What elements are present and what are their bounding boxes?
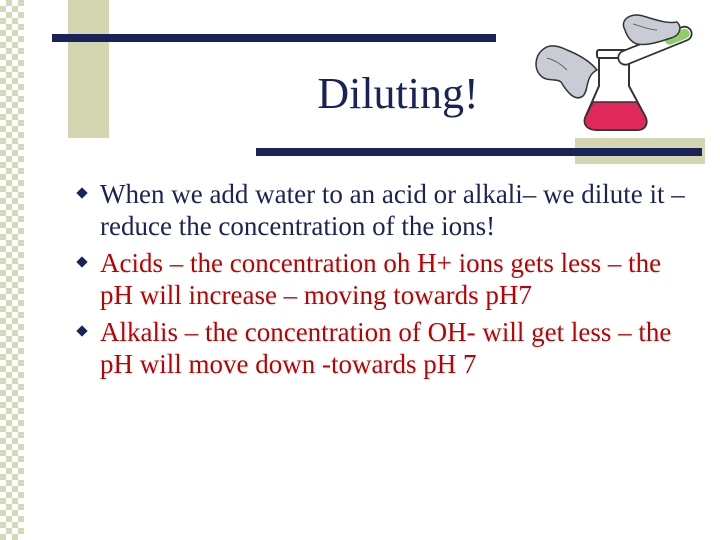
bullet-item xyxy=(70,178,690,242)
title-rule-bottom xyxy=(256,148,702,156)
diamond-bullet-icon xyxy=(76,256,87,267)
olive-accent-block xyxy=(68,0,109,138)
slide-title: Diluting! xyxy=(317,69,479,118)
diamond-bullet-icon xyxy=(76,187,87,198)
diamond-bullet-icon xyxy=(76,325,87,336)
checker-stripe xyxy=(0,0,24,540)
title-rule-top xyxy=(52,34,496,42)
flask-with-test-tube-icon xyxy=(527,10,705,138)
bullet-text: When we add water to an acid or alkali– we dilute it – reduce the concentration of the ions! xyxy=(100,179,685,241)
bullet-item xyxy=(70,247,690,311)
bullet-list xyxy=(70,178,690,385)
bullet-item xyxy=(70,316,690,380)
bullet-text: Alkalis – the concentration of OH- will get less – the pH will move down -towards pH 7 xyxy=(100,317,672,379)
bullet-text: Acids – the concentration oh H+ ions gets less – the pH will increase – moving towards pH7 xyxy=(100,248,662,310)
